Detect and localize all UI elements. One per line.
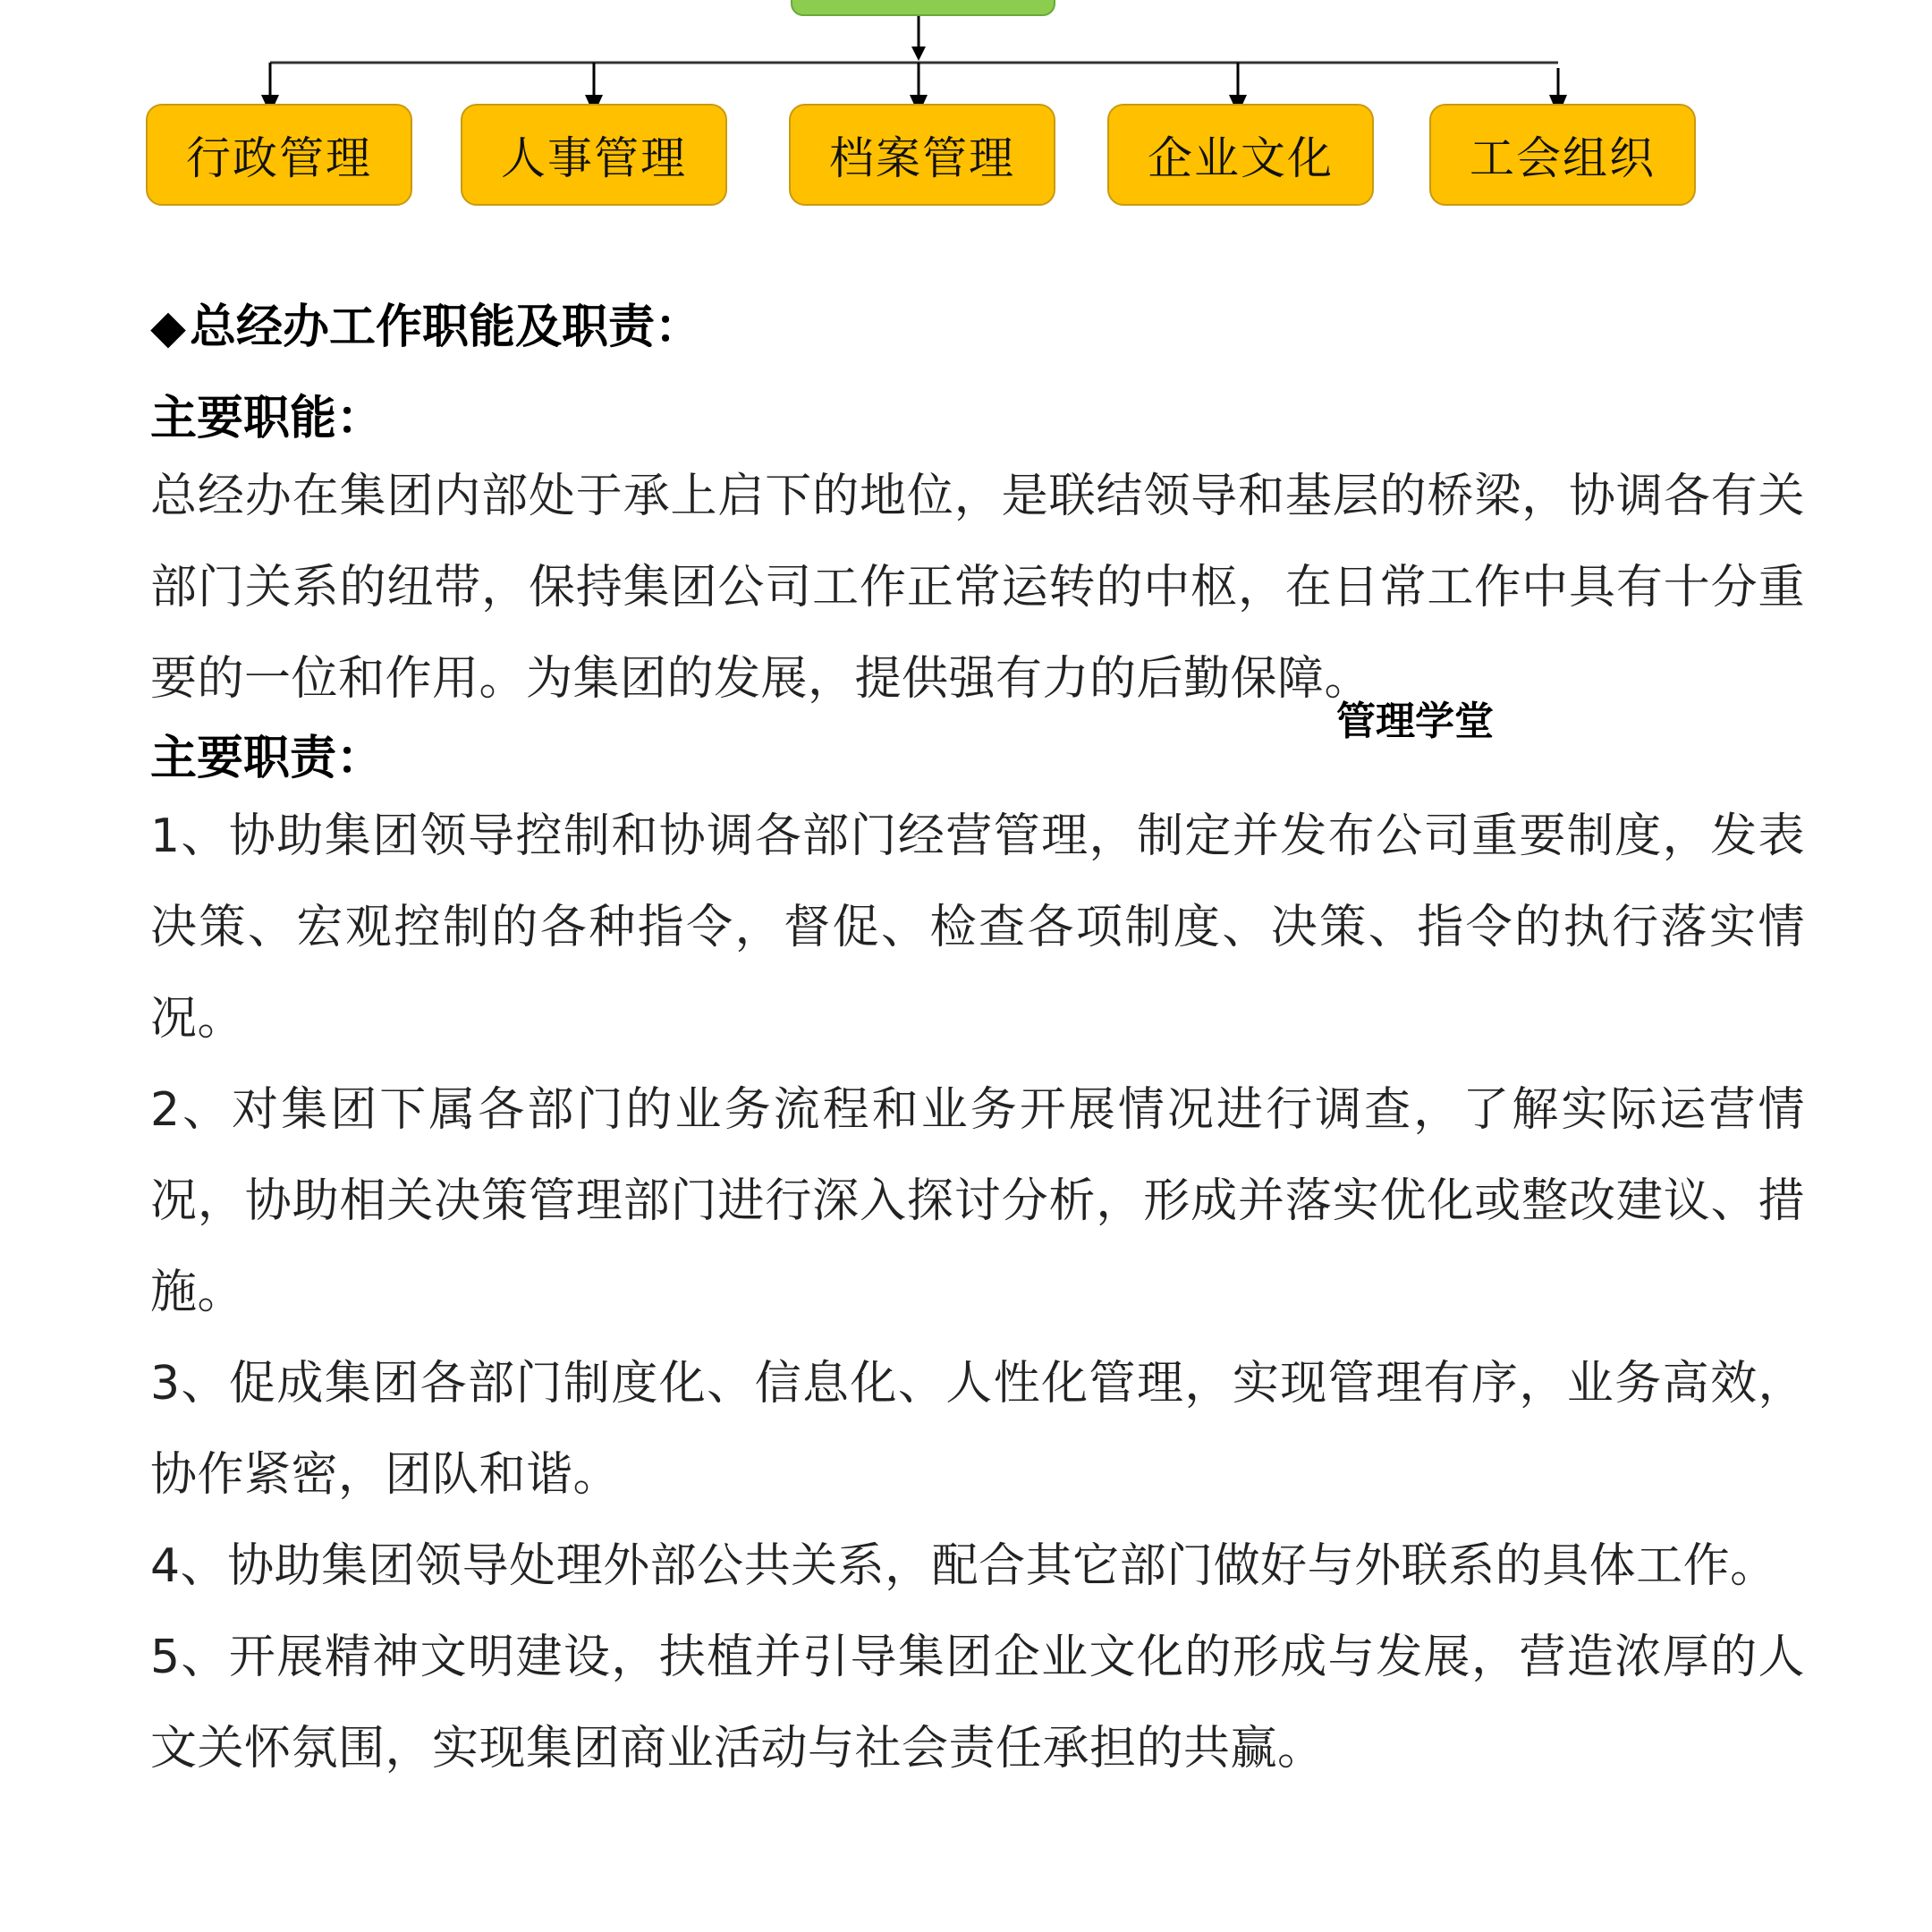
duty-item-5: 5、开展精神文明建设，扶植并引导集团企业文化的形成与发展，营造浓厚的人文关怀氛围，实现集团商业活动与社会责任承担的共赢。 <box>150 1631 1805 1775</box>
org-node-union <box>1429 104 1696 206</box>
diamond-bullet-icon: ◆ <box>150 301 186 354</box>
org-node-label: 企业文化 <box>1148 132 1334 184</box>
duty-item-2: 2、对集团下属各部门的业务流程和业务开展情况进行调查，了解实际运营情况，协助相关决策管理部门进行深入探讨分析，形成并落实优化或整改建议、措施。 <box>150 1083 1805 1319</box>
functions-paragraph: 总经办在集团内部处于承上启下的地位，是联结领导和基层的桥梁，协调各有关部门关系的纽带，保持集团公司工作正常运转的中枢，在日常工作中具有十分重要的一位和作用。为集团的发展，提供强有力的后勤保障。 <box>150 470 1805 706</box>
org-node-label: 人事管理 <box>501 132 687 184</box>
org-chart <box>0 0 1932 233</box>
watermark: 管理学堂 <box>1336 699 1494 744</box>
org-node-admin <box>146 104 412 206</box>
section-title-text: 总经办工作职能及职责： <box>190 301 702 354</box>
duty-item-1: 1、协助集团领导控制和协调各部门经营管理，制定并发布公司重要制度，发表决策、宏观控制的各种指令，督促、检查各项制度、决策、指令的执行落实情况。 <box>150 809 1805 1046</box>
duties-heading: 主要职责： <box>150 732 384 785</box>
org-node-archives <box>789 104 1055 206</box>
duty-item-3: 3、促成集团各部门制度化、信息化、人性化管理，实现管理有序，业务高效，协作紧密，团队和谐。 <box>150 1357 1805 1502</box>
org-node-label: 工会组织 <box>1470 132 1656 184</box>
document-body <box>150 295 1805 1794</box>
org-node-label: 行政管理 <box>186 132 372 184</box>
duty-item-4: 4、协助集团领导处理外部公共关系，配合其它部门做好与外联系的具体工作。 <box>150 1539 1777 1593</box>
org-node-culture <box>1107 104 1374 206</box>
org-node-label: 档案管理 <box>829 132 1015 184</box>
functions-heading: 主要职能： <box>150 392 384 445</box>
section-title <box>150 295 1805 360</box>
org-node-hr <box>461 104 727 206</box>
